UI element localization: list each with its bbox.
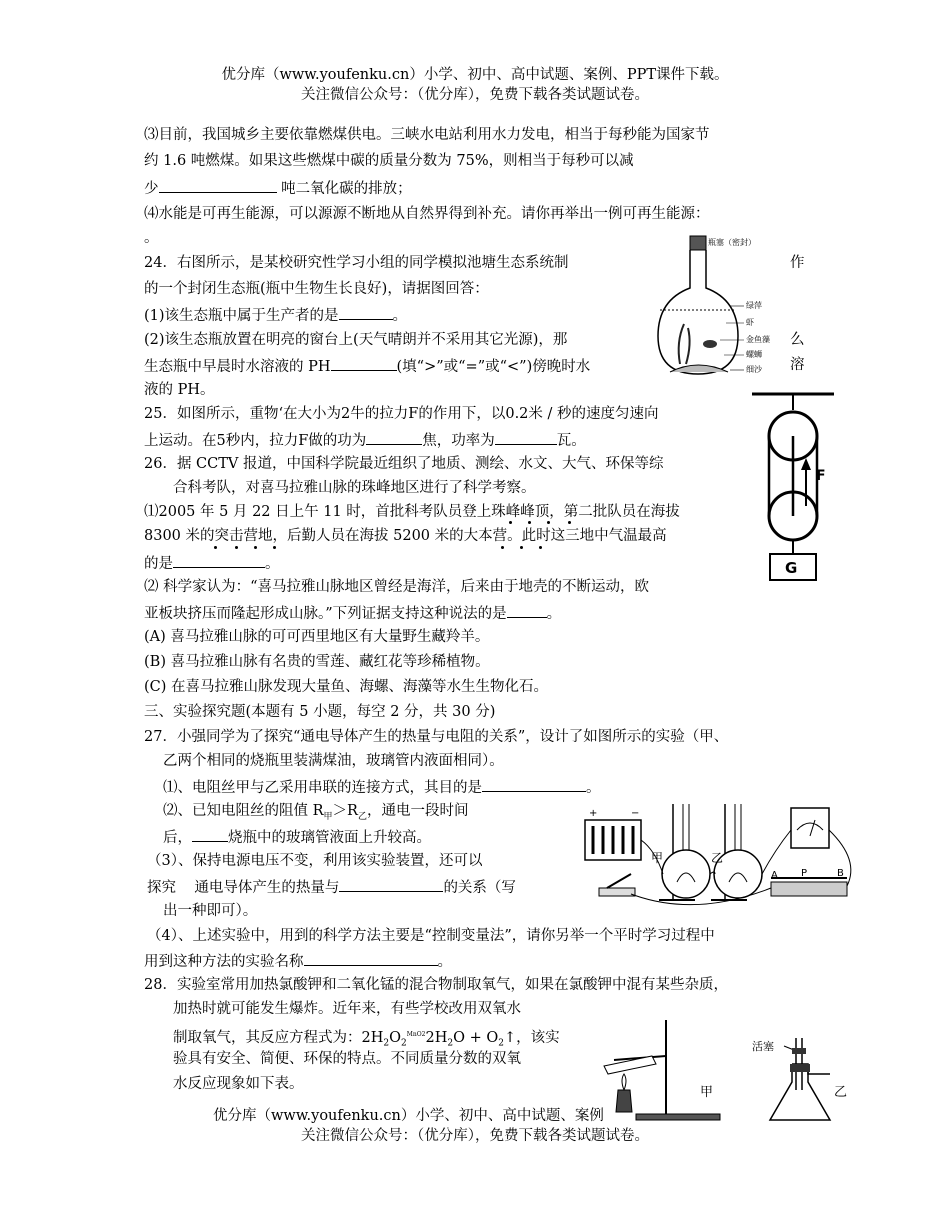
q26-line6: ⑵ 科学家认为：“喜马拉雅山脉地区曾经是海洋，后来由于地壳的不断运动，欧 <box>144 579 650 595</box>
rheostat <box>771 882 847 896</box>
flask-stopper <box>790 1064 810 1072</box>
q26-line5: 的是 。 <box>144 553 280 574</box>
terminal-b: B <box>837 868 844 879</box>
label-sand: 细沙 <box>746 365 762 374</box>
answer-blank[interactable] <box>331 356 397 371</box>
q27-line3: ⑴、电阻丝甲与乙采用串联的连接方式，其目的是 。 <box>163 777 601 798</box>
bottle-outline <box>658 250 738 374</box>
goldfish <box>703 340 717 348</box>
q27-line8: 出一种即可）。 <box>163 903 258 919</box>
label-shrimp: 虾 <box>746 318 754 327</box>
ammeter <box>791 808 829 848</box>
q26-line7: 亚板块挤压而隆起形成山脉。”下列证据支持这种说法的是 。 <box>144 603 561 624</box>
slider-p: P <box>801 868 808 879</box>
answer-blank[interactable] <box>482 777 586 792</box>
q24-line6: 液的 PH。 <box>144 382 215 398</box>
label-snail: 螺蛳 <box>746 350 762 359</box>
stopcock <box>792 1048 806 1054</box>
q24-line2: 的一个封闭生态瓶(瓶中生物生长良好)，请据图回答： <box>144 281 489 297</box>
q24-line4-tail: 么 <box>790 332 805 348</box>
q24-line1-tail: 作 <box>790 255 805 271</box>
page-header-line1: 优分库（www.youfenku.cn）小学、初中、高中试题、案例、PPT课件下载。 <box>221 67 729 83</box>
q26-option-c: (C) 在喜马拉雅山脉发现大量鱼、海螺、海藻等水生生物化石。 <box>144 679 549 695</box>
answer-blank[interactable] <box>339 877 443 892</box>
svg-text:−: − <box>631 808 640 819</box>
q23-part3-line1: ⑶目前，我国城乡主要依靠燃煤供电。三峡水电站利用水力发电，相当于每秒能为国家节 <box>144 127 710 143</box>
terminal-a: A <box>771 870 778 881</box>
q26-line1: 26．据 CCTV 报道，中国科学院最近组织了地质、测绘、水文、大气、环保等综 <box>144 456 664 472</box>
q27-line4: ⑵、已知电阻丝的阻值 $R_甲>R_乙$，通电一段时间 <box>163 803 469 822</box>
page-footer-line2: 关注微信公众号：（优分库），免费下载各类试题试卷。 <box>301 1128 649 1144</box>
answer-blank[interactable] <box>366 430 422 445</box>
apparatus-jia-label: 甲 <box>700 1085 714 1100</box>
pulley-figure <box>748 388 838 584</box>
conical-flask <box>770 1072 830 1120</box>
page-footer-line1: 优分库（www.youfenku.cn）小学、初中、高中试题、案例 <box>213 1108 604 1124</box>
q23-part4-line1: ⑷水能是可再生能源，可以源源不断地从自然界得到补充。请你再举出一例可再生能源： <box>144 206 710 222</box>
q25-line2: 上运动。在5秒内，拉力F做的功为 焦，功率为 瓦。 <box>144 430 586 451</box>
q26-line4: 8300 米的突击营地，后勤人员在海拔 5200 米的大本营。此时这三地中气温最高 <box>144 528 667 544</box>
iron-stand-base <box>636 1114 720 1120</box>
label-hornwort: 金鱼藻 <box>746 335 770 344</box>
circuit-figure <box>575 790 865 928</box>
q23-part3-line2: 约 1.6 吨燃煤。如果这些燃煤中碳的质量分数为 75%，则相当于每秒可以减 <box>144 153 634 169</box>
answer-blank[interactable] <box>339 305 393 320</box>
switch <box>599 888 635 896</box>
q28-line4: 验具有安全、简便、环保的特点。不同质量分数的双氧 <box>173 1051 521 1067</box>
q27-line1: 27．小强同学为了探究“通电导体产生的热量与电阻的关系”，设计了如图所示的实验（甲、 <box>144 729 729 745</box>
q27-line5: 后， 烧瓶中的玻璃管液面上升较高。 <box>163 827 431 848</box>
svg-text:+: + <box>589 808 598 819</box>
waterweed <box>679 324 690 364</box>
apparatus-jia-figure <box>596 1016 726 1124</box>
apparatus-yi-figure <box>748 1030 858 1126</box>
apparatus-yi-label: 乙 <box>834 1085 848 1100</box>
q23-part4-line2: 。 <box>144 230 159 246</box>
q28-line2: 加热时就可能发生爆炸。近年来，有些学校改用双氧水 <box>173 1001 521 1017</box>
q24-line1: 24．右图所示，是某校研究性学习小组的同学模拟池塘生态系统制 <box>144 255 569 271</box>
answer-blank[interactable] <box>507 603 547 618</box>
answer-blank[interactable] <box>304 951 438 966</box>
bottle-stopper <box>690 236 706 250</box>
q24-line5-tail: 溶 <box>790 357 805 373</box>
sand-layer <box>670 365 728 372</box>
alcohol-lamp <box>616 1090 632 1112</box>
q26-option-a: (A) 喜马拉雅山脉的可可西里地区有大量野生藏羚羊。 <box>144 629 490 645</box>
answer-blank[interactable] <box>192 827 228 842</box>
ecological-bottle-figure <box>650 232 790 380</box>
q27-line7: 探究 通电导体产生的热量与 的关系（写 <box>147 877 516 898</box>
answer-blank[interactable] <box>159 178 277 193</box>
force-label: F <box>816 468 826 484</box>
label-stopper: 瓶塞（密封） <box>708 238 756 247</box>
q26-option-b: (B) 喜马拉雅山脉有名贵的雪莲、藏红花等珍稀植物。 <box>144 654 490 670</box>
q28-line3: 制取氧气，其反应方程式为：$2H_2O_2^{MnO2}2H_2O$ + $O_2↑$，该实 <box>173 1029 560 1049</box>
q28-line1: 28．实验室常用加热氯酸钾和二氧化锰的混合物制取氧气，如果在氯酸钾中混有某些杂质， <box>144 977 728 993</box>
q24-line4: (2)该生态瓶放置在明亮的窗台上(天气晴朗并不采用其它光源)，那 <box>144 332 568 348</box>
q28-line5: 水反应现象如下表。 <box>173 1076 304 1092</box>
q27-line6: （3）、保持电源电压不变，利用该实验装置，还可以 <box>147 853 483 869</box>
q23-part3-line3: 少 吨二氧化碳的排放； <box>144 178 412 199</box>
weight-label: G <box>785 559 798 577</box>
q27-line9: （4）、上述实验中，用到的科学方法主要是“控制变量法”，请你另举一个平时学习过程中 <box>147 928 715 944</box>
flask-jia <box>662 850 710 898</box>
q24-line5: 生态瓶中早晨时水溶液的 PH (填“>”或“=”或“<”)傍晚时水 <box>144 356 590 377</box>
q26-line2: 合科考队，对喜马拉雅山脉的珠峰地区进行了科学考察。 <box>173 480 536 496</box>
answer-blank[interactable] <box>495 430 557 445</box>
section3-title: 三、实验探究题(本题有 5 小题，每空 2 分，共 30 分) <box>144 704 496 720</box>
flask-jia-label: 甲 <box>651 851 664 865</box>
q27-line10: 用到这种方法的实验名称 。 <box>144 951 452 972</box>
page-header-line2: 关注微信公众号：（优分库），免费下载各类试题试卷。 <box>301 87 649 103</box>
label-duckweed: 绿萍 <box>746 301 762 310</box>
answer-blank[interactable] <box>173 553 265 568</box>
q27-line2: 乙两个相同的烧瓶里装满煤油，玻璃管内液面相同）。 <box>163 753 504 769</box>
q24-line3: (1)该生态瓶中属于生产者的是 。 <box>144 305 407 326</box>
q25-line1: 25．如图所示，重物‘在大小为2牛的拉力F的作用下，以0.2米 / 秒的速度匀速向 <box>144 406 659 422</box>
flask-yi-label: 乙 <box>711 851 724 865</box>
q26-line3: ⑴2005 年 5 月 22 日上午 11 时，首批科考队员登上珠峰峰顶，第二批队员在海拔 <box>144 504 680 520</box>
stopcock-label: 活塞 <box>752 1040 774 1053</box>
